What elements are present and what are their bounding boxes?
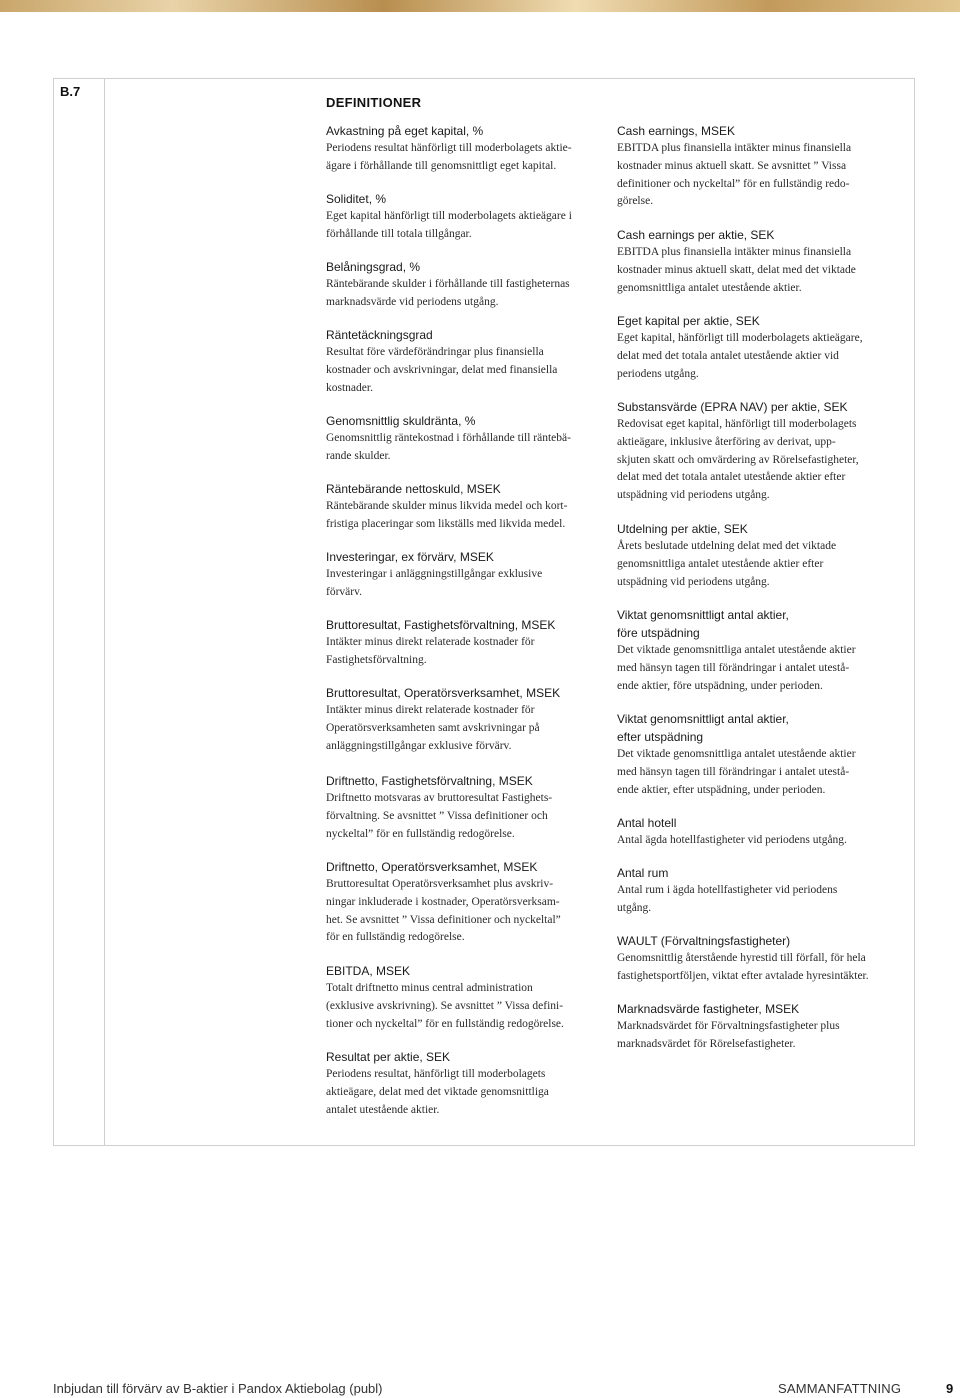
definition-term: Driftnetto, Fastighetsförvaltning, MSEK — [326, 774, 533, 788]
definition-text: Eget kapital hänförligt till moderbolagets aktieägare i förhållande till totala tillgångar. — [326, 210, 572, 240]
definition-term: Marknadsvärde fastigheter, MSEK — [617, 1002, 800, 1016]
definition-text: Bruttoresultat Operatörsverksamhet plus avskriv- ningar inkluderade i kostnader, Operatörsverksam- het. Se avsnittet ” Vissa definitioner och nyckeltal” för en fullständig redogörelse. — [326, 878, 561, 944]
definition-entry — [326, 684, 601, 755]
definition-text: Eget kapital, hänförligt till moderbolagets aktieägare, delat med det totala antalet utestående aktier vid periodens utgång. — [617, 332, 863, 380]
definition-term: Cash earnings, MSEK — [617, 124, 736, 138]
definition-entry — [326, 190, 601, 244]
definition-entry — [326, 772, 601, 843]
definition-text: Det viktade genomsnittliga antalet utestående aktier med hänsyn tagen till förändringar i antalet utestå- ende aktier, efter utspädning, under perioden. — [617, 748, 856, 796]
definition-entry — [326, 480, 601, 534]
definition-text: Resultat före värdeförändringar plus finansiella kostnader och avskrivningar, delat med finansiella kostnader. — [326, 346, 558, 394]
definition-entry — [326, 1048, 601, 1119]
definition-text: Totalt driftnetto minus central administration (exklusive avskrivning). Se avsnittet ” Vissa defini- tioner och nyckeltal” för en fullständig redogörelse. — [326, 982, 564, 1030]
definition-entry — [617, 226, 892, 297]
definition-text: Antal rum i ägda hotellfastigheter vid periodens utgång. — [617, 884, 838, 914]
definition-term: Soliditet, % — [326, 192, 387, 206]
page-number: 9 — [946, 1381, 954, 1396]
footer-section-name: SAMMANFATTNING — [778, 1381, 902, 1396]
decorative-gold-bar — [0, 0, 960, 12]
definition-term: Antal hotell — [617, 816, 677, 830]
definition-text: Årets beslutade utdelning delat med det viktade genomsnittliga antalet utestående aktier efter utspädning vid periodens utgång. — [617, 540, 837, 588]
definition-term: Viktat genomsnittligt antal aktier, efter utspädning — [617, 712, 789, 744]
definition-term: Bruttoresultat, Operatörsverksamhet, MSEK — [326, 686, 561, 700]
definition-term: Investeringar, ex förvärv, MSEK — [326, 550, 494, 564]
definition-term: Viktat genomsnittligt antal aktier, före utspädning — [617, 608, 789, 640]
definition-entry — [326, 548, 601, 602]
definition-text: Periodens resultat hänförligt till moderbolagets aktie- ägare i förhållande till genomsnittligt eget kapital. — [326, 142, 572, 172]
definition-term: Räntetäckningsgrad — [326, 328, 433, 342]
definition-entry — [617, 814, 892, 850]
frame-divider — [104, 78, 105, 1146]
definition-text: Investeringar i anläggningstillgångar exklusive förvärv. — [326, 568, 543, 598]
definition-text: Intäkter minus direkt relaterade kostnader för Operatörsverksamheten samt avskrivningar på anläggningstillgångar exklusive förvärv. — [326, 704, 540, 752]
definition-term: EBITDA, MSEK — [326, 964, 411, 978]
definition-text: Antal ägda hotellfastigheter vid periodens utgång. — [617, 834, 847, 846]
definition-text: Redovisat eget kapital, hänförligt till moderbolagets aktieägare, inklusive återföring av derivat, upp- skjuten skatt och omvärdering av Rörelsefastigheter, delat med det totala antalet utestående aktier efter utspädning vid periodens utgång. — [617, 418, 859, 502]
definition-entry — [617, 932, 892, 986]
definition-entry — [326, 858, 601, 947]
definition-text: Intäkter minus direkt relaterade kostnader för Fastighetsförvaltning. — [326, 636, 535, 666]
definition-entry — [326, 326, 601, 397]
definition-term: Räntebärande nettoskuld, MSEK — [326, 482, 501, 496]
definition-entry — [617, 398, 892, 505]
definition-text: Det viktade genomsnittliga antalet utestående aktier med hänsyn tagen till förändringar i antalet utestå- ende aktier, före utspädning, under perioden. — [617, 644, 856, 692]
definition-entry — [617, 864, 892, 918]
definition-text: Periodens resultat, hänförligt till moderbolagets aktieägare, delat med det viktade genomsnittliga antalet utestående aktier. — [326, 1068, 549, 1116]
definition-text: Räntebärande skulder minus likvida medel och kort- fristiga placeringar som likställs med likvida medel. — [326, 500, 568, 530]
definition-term: WAULT (Förvaltningsfastigheter) — [617, 934, 791, 948]
definition-entry — [326, 616, 601, 670]
definition-text: Marknadsvärdet för Förvaltningsfastigheter plus marknadsvärdet för Rörelsefastigheter. — [617, 1020, 840, 1050]
definition-text: EBITDA plus finansiella intäkter minus finansiella kostnader minus aktuell skatt. Se avsnittet ” Vissa definitioner och nyckeltal” för en fullständig redo- görelse. — [617, 142, 852, 208]
definition-term: Eget kapital per aktie, SEK — [617, 314, 760, 328]
definition-text: Genomsnittlig återstående hyrestid till förfall, för hela fastighetsportföljen, viktat efter avtalade hyresintäkter. — [617, 952, 869, 982]
definition-term: Genomsnittlig skuldränta, % — [326, 414, 476, 428]
definition-term: Belåningsgrad, % — [326, 260, 421, 274]
definition-entry — [326, 122, 601, 176]
definition-entry — [326, 962, 601, 1033]
definition-term: Cash earnings per aktie, SEK — [617, 228, 775, 242]
section-heading: DEFINITIONER — [326, 95, 422, 110]
definition-term: Avkastning på eget kapital, % — [326, 124, 484, 138]
definition-entry — [617, 312, 892, 383]
definition-term: Driftnetto, Operatörsverksamhet, MSEK — [326, 860, 538, 874]
definition-entry — [617, 520, 892, 591]
definition-text: Driftnetto motsvaras av bruttoresultat Fastighets- förvaltning. Se avsnittet ” Vissa definitioner och nyckeltal” för en fullständig redogörelse. — [326, 792, 553, 840]
definition-term: Substansvärde (EPRA NAV) per aktie, SEK — [617, 400, 848, 414]
definition-text: Genomsnittlig räntekostnad i förhållande till räntebä- rande skulder. — [326, 432, 571, 462]
definition-term: Antal rum — [617, 866, 669, 880]
definition-term: Utdelning per aktie, SEK — [617, 522, 748, 536]
definition-entry — [326, 258, 601, 312]
definition-entry — [617, 606, 892, 695]
definition-entry — [617, 710, 892, 799]
definition-entry — [326, 412, 601, 466]
definition-term: Bruttoresultat, Fastighetsförvaltning, MSEK — [326, 618, 556, 632]
definition-term: Resultat per aktie, SEK — [326, 1050, 451, 1064]
definition-text: Räntebärande skulder i förhållande till fastigheternas marknadsvärde vid periodens utgång. — [326, 278, 570, 308]
definition-text: EBITDA plus finansiella intäkter minus finansiella kostnader minus aktuell skatt, delat med det viktade genomsnittliga antalet utestående aktier. — [617, 246, 856, 294]
section-code: B.7 — [60, 84, 81, 99]
footer-document-title: Inbjudan till förvärv av B-aktier i Pandox Aktiebolag (publ) — [53, 1381, 383, 1396]
definition-entry — [617, 1000, 892, 1054]
definition-entry — [617, 122, 892, 211]
